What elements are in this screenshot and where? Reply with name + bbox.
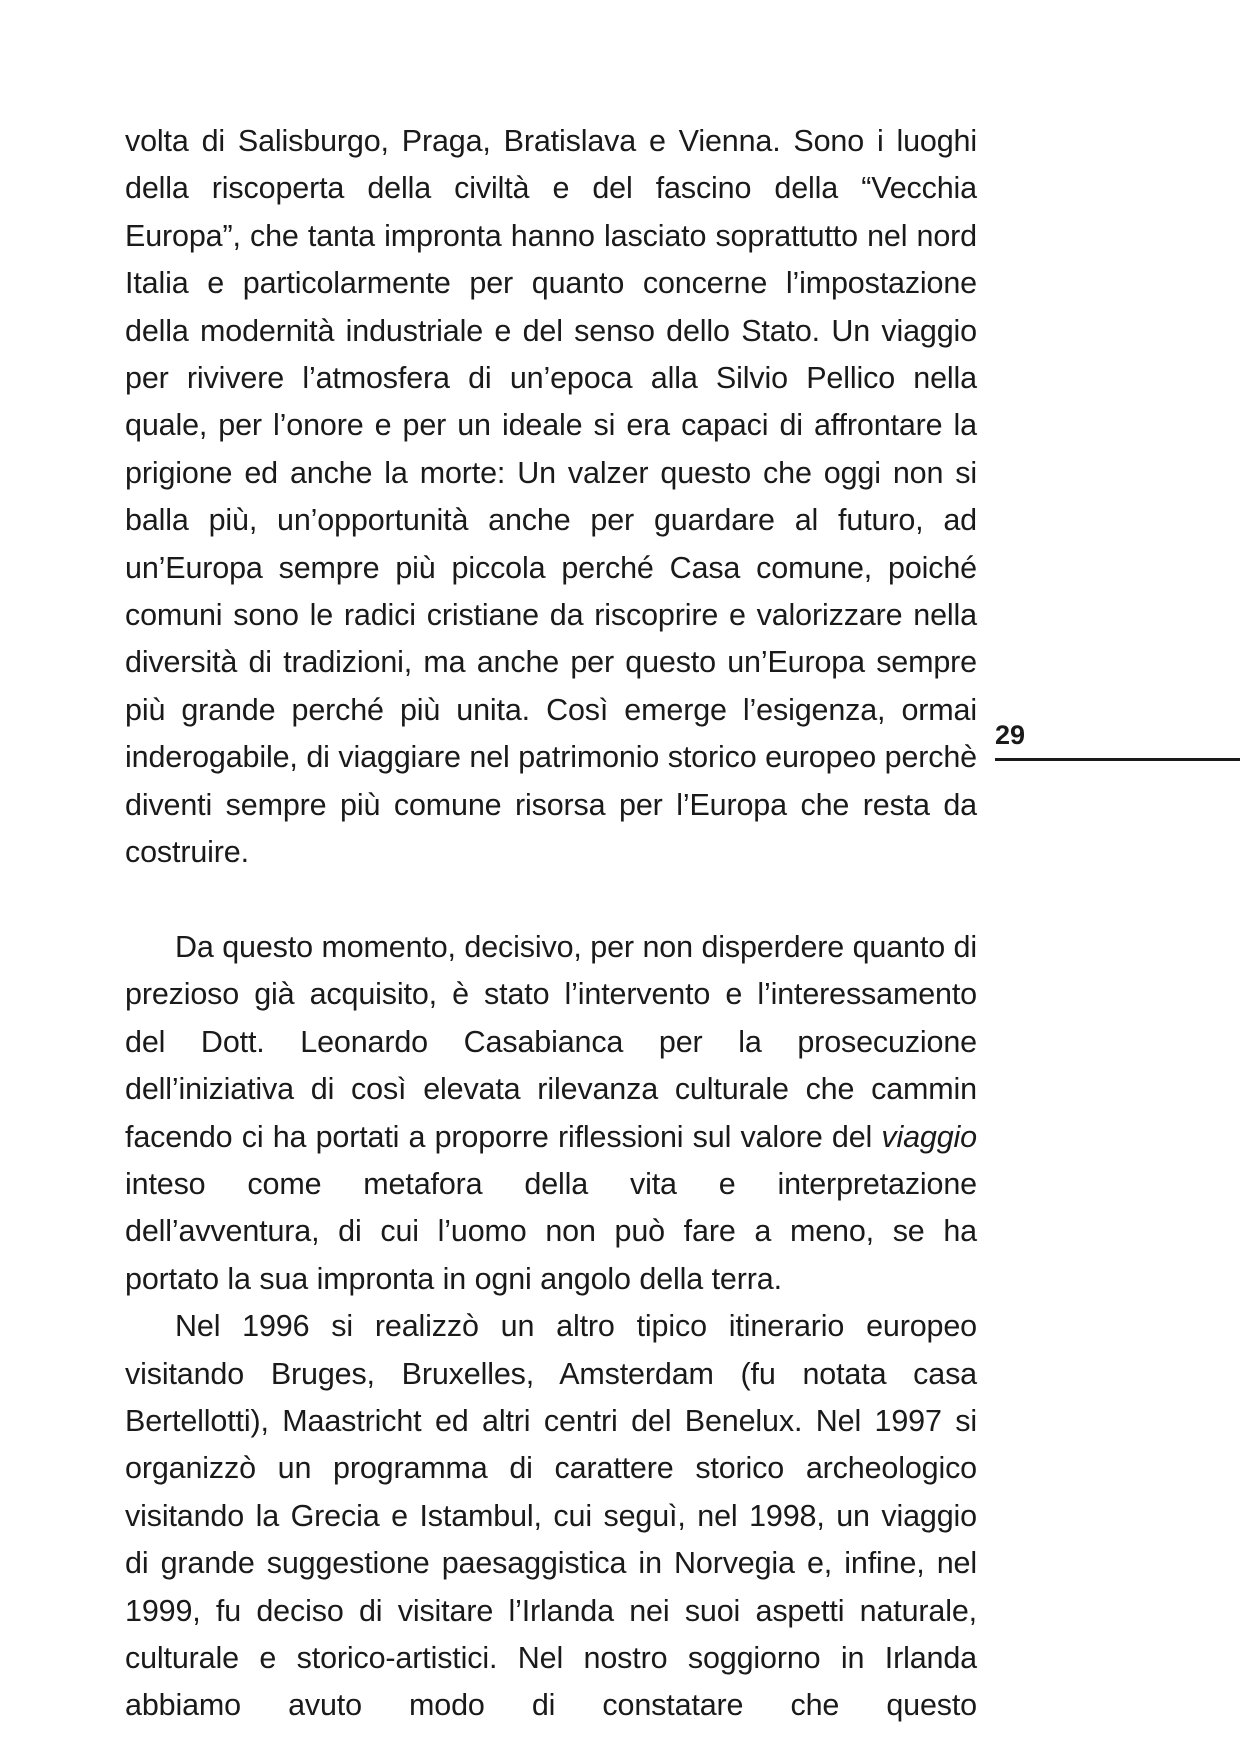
paragraph-casabianca-text-before: Da questo momento, decisivo, per non disperdere quanto di prezioso già acquisito, è stato l’intervento e l’interessamento del Dott. Leonardo Casabianca per la prosecuzione dell’iniziativa di così elevata rilevanza culturale che cammin facendo ci ha portati a proporre riflessioni sul valore del	[125, 929, 977, 1154]
text-column	[125, 118, 977, 1754]
paragraph-casabianca-text-after: inteso come metafora della vita e interpretazione dell’avventura, di cui l’uomo non può fare a meno, se ha portato la sua impronta in ogni angolo della terra.	[125, 1166, 977, 1296]
paragraph-casabianca	[125, 924, 977, 1303]
paragraph-continued: volta di Salisburgo, Praga, Bratislava e Vienna. Sono i luoghi della riscoperta della civiltà e del fascino della “Vecchia Europa”, che tanta impronta hanno lasciato soprattutto nel nord Italia e particolarmente per quanto concerne l’impostazione della modernità industriale e del senso dello Stato. Un viaggio per rivivere l’atmosfera di un’epoca alla Silvio Pellico nella quale, per l’onore e per un ideale si era capaci di affrontare la prigione ed anche la morte: Un valzer questo che oggi non si balla più, un’opportunità anche per guardare al futuro, ad un’Europa sempre più piccola perché Casa comune, poiché comuni sono le radici cristiane da riscoprire e valorizzare nella diversità di tradizioni, ma anche per questo un’Europa sempre più grande perché più unita. Così emerge l’esigenza, ormai inderogabile, di viaggiare nel patrimonio storico europeo perchè diventi sempre più comune risorsa per l’Europa che resta da costruire.	[125, 124, 977, 870]
page-number: 29	[995, 720, 1026, 750]
folio-block	[995, 722, 1240, 761]
paragraph-itineraries: Nel 1996 si realizzò un altro tipico itinerario europeo visitando Bruges, Bruxelles, Amsterdam (fu notata casa Bertellotti), Maastricht ed altri centri del Benelux. Nel 1997 si organizzò un programma di carattere storico archeologico visitando la Grecia e Istambul, cui seguì, nel 1998, un viaggio di grande suggestione paesaggistica in Norvegia e, infine, nel 1999, fu deciso di visitare l’Irlanda nei suoi aspetti naturale, culturale e storico-artistici. Nel nostro soggiorno in Irlanda abbiamo avuto modo di constatare che questo	[125, 1309, 977, 1723]
folio-rule	[995, 758, 1240, 761]
italic-word-viaggio: viaggio	[881, 1119, 977, 1154]
